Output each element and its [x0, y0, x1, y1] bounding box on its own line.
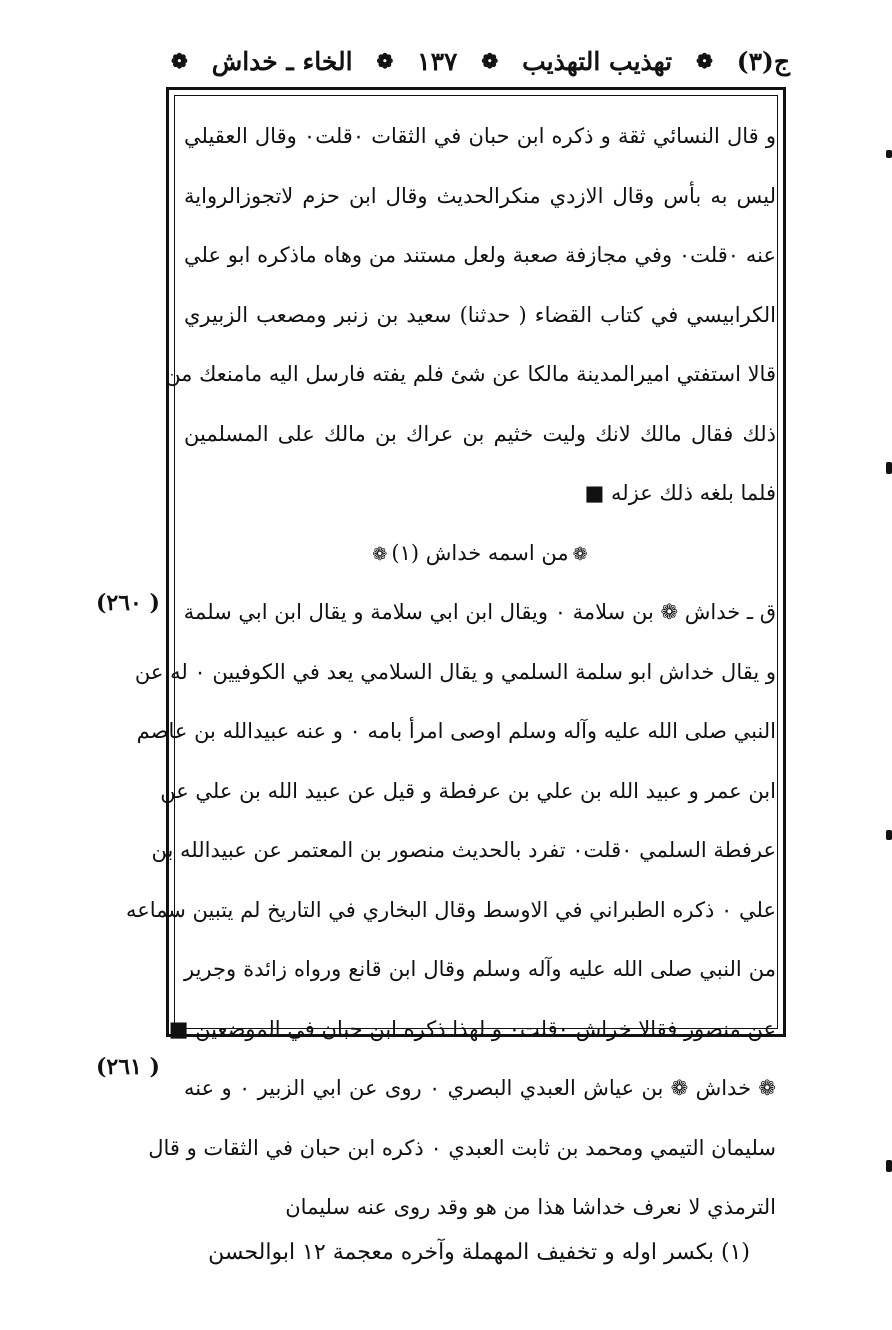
ornament-icon: ❁ — [696, 49, 713, 73]
ornament-icon: ❁ — [372, 543, 388, 565]
ornament-icon: ❁ — [376, 49, 394, 73]
section-heading: من اسمه خداش (١) — [391, 540, 569, 565]
entry-line: عرفطة السلمي ٠قلت٠ تفرد بالحديث منصور بن المعتمر عن عبيدالله بن — [151, 838, 776, 862]
scan-edge-mark — [886, 1160, 892, 1172]
scan-edge-mark — [886, 462, 892, 474]
text-line: الكرابيسي في كتاب القضاء ( حدثنا) سعيد بن زنبر ومصعب الزبيري — [184, 302, 776, 327]
page-number: ١٣٧ — [417, 46, 458, 76]
text-line: ذلك فقال مالك لانك وليت خثيم بن عراك بن مالك على المسلمين — [184, 421, 776, 446]
entry-line: و يقال خداش ابو سلمة السلمي و يقال السلامي يعد في الكوفيين ٠ له عن — [134, 659, 776, 684]
text-line: عنه ٠قلت٠ وفي مجازفة صعبة ولعل مستند من وهاه ماذكره ابو علي — [184, 243, 776, 267]
text-line: فلما بلغه ذلك عزله ■ — [584, 481, 776, 505]
entry-line: سليمان التيمي ومحمد بن ثابت العبدي ٠ ذكره ابن حبان في الثقات و قال — [148, 1135, 776, 1160]
scan-edge-mark — [886, 830, 892, 840]
entry-line: ❁ خداش ❁ بن عياش العبدي البصري ٠ روى عن ابي الزبير ٠ و عنه — [184, 1076, 776, 1100]
text-line: و قال النسائي ثقة و ذكره ابن حبان في الثقات ٠قلت٠ وقال العقيلي — [184, 124, 777, 148]
section-title: الخاء ـ خداش — [211, 46, 353, 76]
book-title: تهذيب التهذيب — [522, 46, 673, 76]
ornament-icon: ❁ — [481, 49, 499, 73]
text-line: قالا استفتي اميرالمدينة مالكا عن شئ فلم يفته فارسل اليه مامنعك من — [165, 362, 776, 386]
entry-line: علي ٠ ذكره الطبراني في الاوسط وقال البخاري في التاريخ لم يتبين سماعه — [125, 897, 776, 922]
running-header — [168, 40, 790, 82]
footnote: (١) بكسر اوله و تخفيف المهملة وآخره معجمة ١٢ ابوالحسن — [208, 1240, 750, 1265]
entry-line: الترمذي لا نعرف خداشا هذا من هو وقد روى عنه سليمان — [285, 1195, 776, 1219]
section-heading-row — [184, 524, 776, 584]
scan-edge-mark — [886, 150, 892, 158]
entry-number: ( ٢٦١) — [96, 1054, 160, 1080]
entry-number: ( ٢٦٠) — [96, 590, 160, 616]
text-line: ليس به بأس وقال الازدي منكرالحديث وقال ابن حزم لاتجوزالرواية — [184, 183, 776, 208]
entry-line: من النبي صلى الله عليه وآله وسلم وقال ابن قانع ورواه زائدة وجرير — [184, 957, 776, 981]
volume-label: ج(٣) — [736, 46, 790, 76]
entry-line: عن منصور فقالا خراش ٠قلت٠ و لهذا ذكره ابن حبان في الموضعين ■ — [168, 1016, 776, 1041]
entry-line: النبي صلى الله عليه وآله وسلم اوصى امرأ بامه ٠ و عنه عبيدالله بن عاصم — [136, 719, 776, 743]
entry-line: ابن عمر و عبيد الله بن علي بن عرفطة و قيل عن عبيد الله بن علي عن — [160, 778, 776, 803]
ornament-icon: ❁ — [171, 49, 188, 73]
entry-line: ق ـ خداش ❁ بن سلامة ٠ ويقال ابن ابي سلامة و يقال ابن ابي سلمة — [183, 600, 776, 624]
ornament-icon: ❁ — [572, 543, 588, 565]
